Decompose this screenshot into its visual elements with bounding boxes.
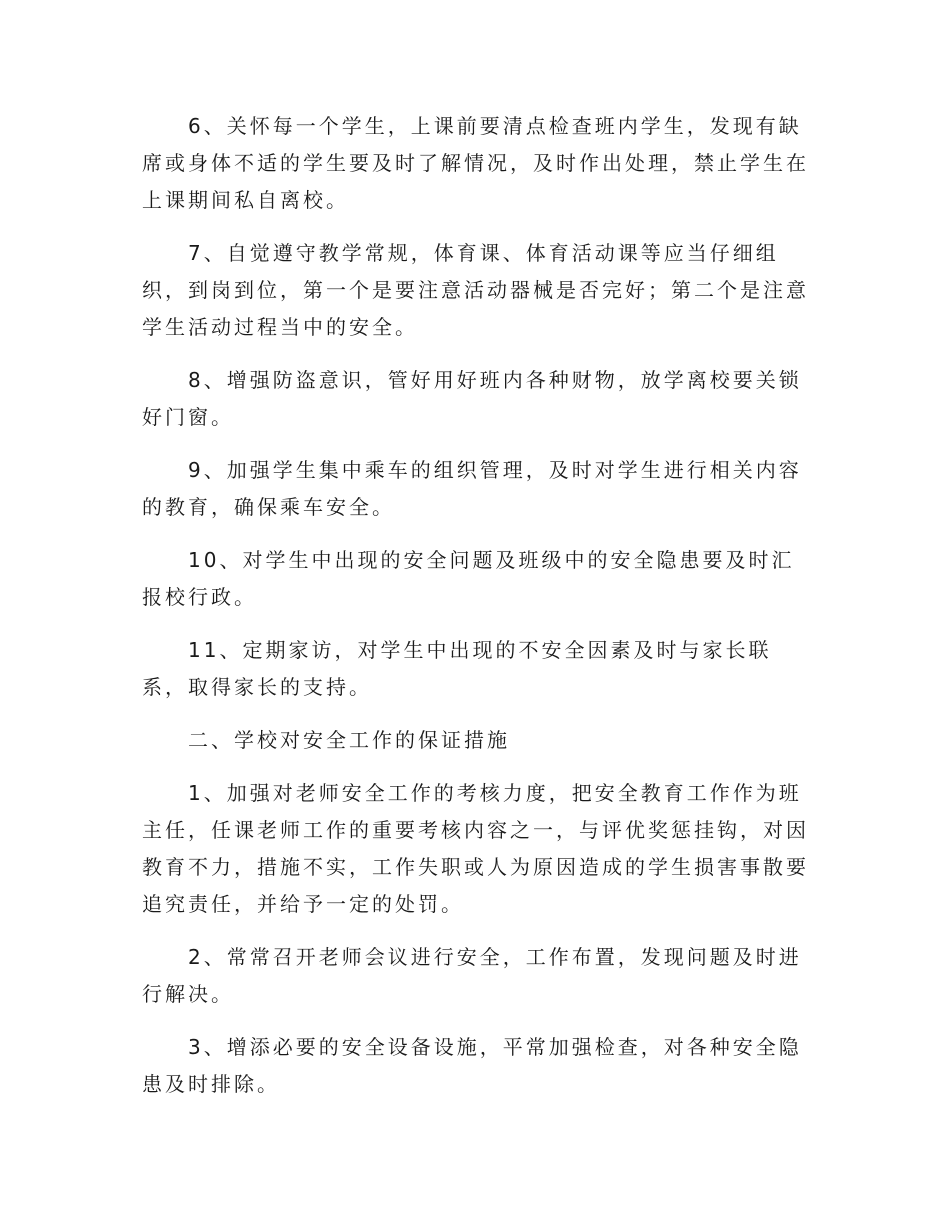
section-paragraph-3: 3、增添必要的安全设备设施，平常加强检查，对各种安全隐患及时排除。 <box>142 1035 802 1096</box>
document-body <box>142 108 812 1119</box>
paragraph-item-6: 6、关怀每一个学生，上课前要清点检查班内学生，发现有缺席或身体不适的学生要及时了解情况，及时作出处理，禁止学生在上课期间私自离校。 <box>142 114 809 212</box>
paragraph-item-8: 8、增强防盗意识，管好用好班内各种财物，放学离校要关锁好门窗。 <box>142 368 802 429</box>
paragraph-item-9: 9、加强学生集中乘车的组织管理，及时对学生进行相关内容的教育，确保乘车安全。 <box>142 458 802 519</box>
paragraph-item-11: 11、定期家访，对学生中出现的不安全因素及时与家长联系，取得家长的支持。 <box>142 638 772 699</box>
section-heading: 二、学校对安全工作的保证措施 <box>188 728 510 752</box>
paragraph-item-10: 10、对学生中出现的安全问题及班级中的安全隐患要及时汇报校行政。 <box>142 548 795 609</box>
section-paragraph-1: 1、加强对老师安全工作的考核力度，把安全教育工作作为班主任，任课老师工作的重要考核内容之一，与评优奖惩挂钩，对因教育不力，措施不实，工作失职或人为原因造成的学生损害事散要追究责任，并给予一定的处罚。 <box>142 781 809 916</box>
paragraph-item-7: 7、自觉遵守教学常规，体育课、体育活动课等应当仔细组织，到岗到位，第一个是要注意活动器械是否完好；第二个是注意学生活动过程当中的安全。 <box>142 241 809 339</box>
section-paragraph-2: 2、常常召开老师会议进行安全，工作布置，发现问题及时进行解决。 <box>142 945 802 1006</box>
